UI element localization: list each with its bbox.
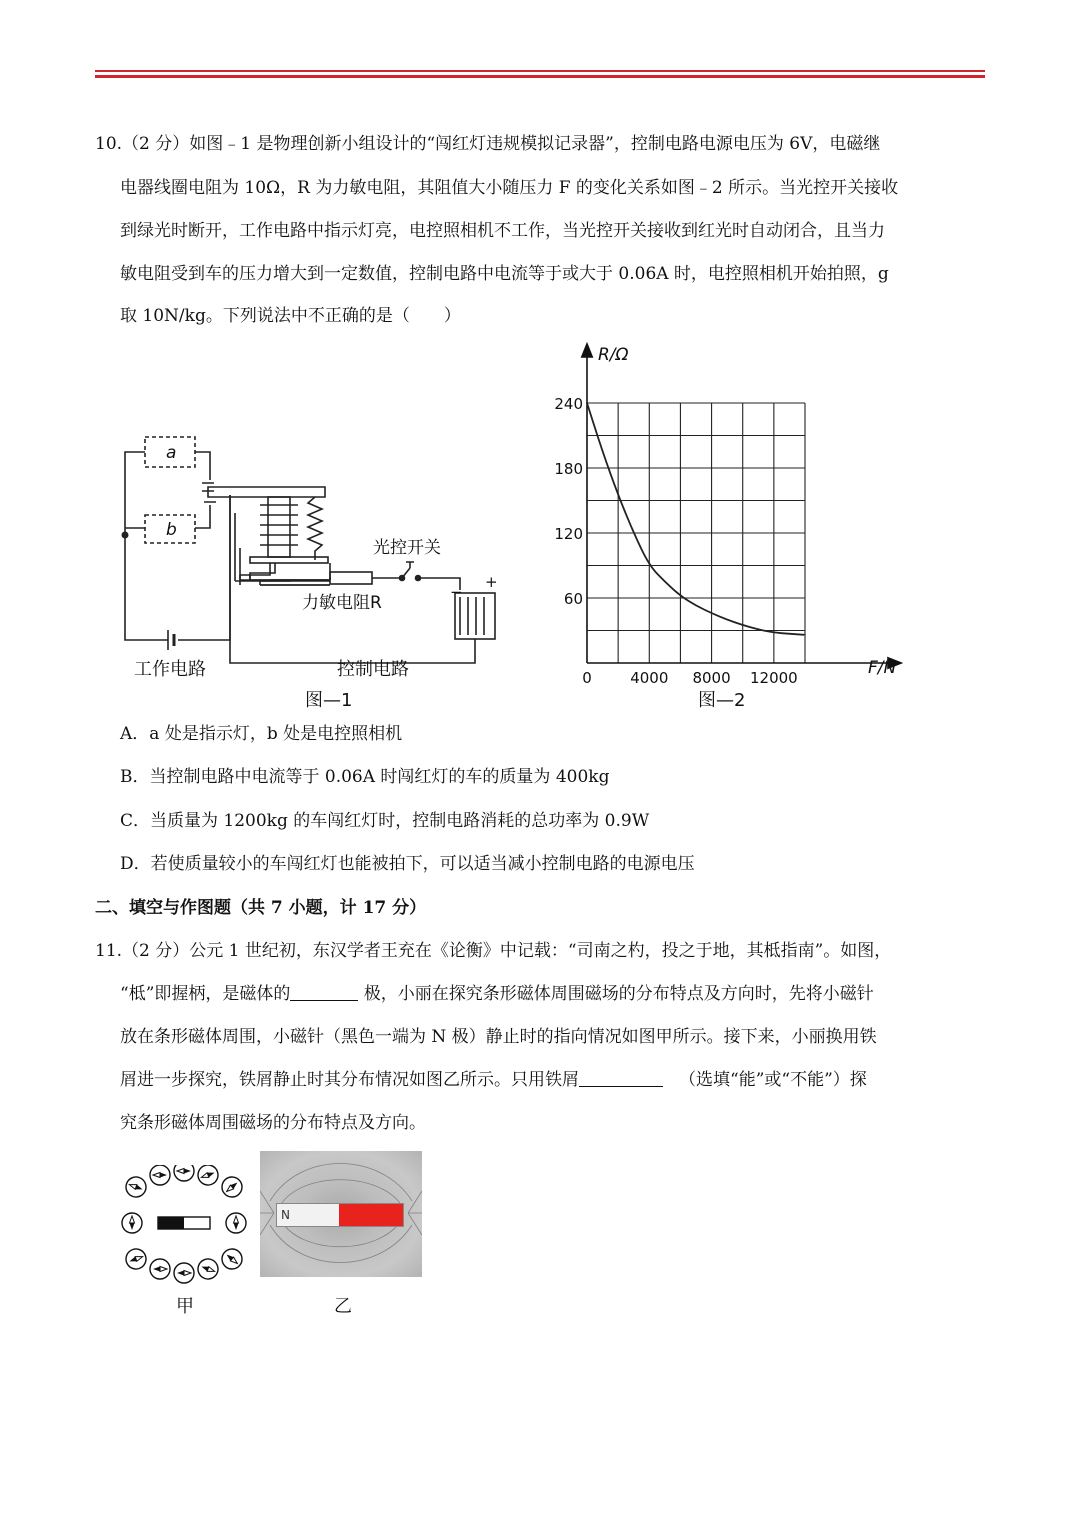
- y-tick-label: 120: [554, 525, 583, 543]
- y-tick-label: 60: [563, 590, 583, 608]
- q11-line-5: 究条形磁体周围磁场的分布特点及方向。: [120, 1113, 426, 1133]
- x-axis-label: F/N: [868, 658, 897, 678]
- compass-needle: [218, 1245, 246, 1273]
- fig2-caption: 图—2: [698, 690, 746, 711]
- q11-line-3: 放在条形磁体周围，小磁针（黑色一端为 N 极）静止时的指向情况如图甲所示。接下来，小丽换用铁: [120, 1027, 877, 1047]
- magnet-s-letter: S: [391, 1208, 399, 1222]
- series-line: [587, 403, 805, 635]
- compass-needle: [195, 1165, 221, 1188]
- compass-needle: [218, 1173, 246, 1201]
- q11-line-4: [120, 1069, 867, 1091]
- chart-tick-labels: [554, 395, 797, 685]
- q11-line-2: [120, 983, 874, 1005]
- x-tick-label: 0: [582, 669, 592, 685]
- compass-needle: [123, 1246, 149, 1272]
- q10-line-3: 到绿光时断开，工作电路中指示灯亮，电控照相机不工作，当光控开关接收到红光时自动闭合，且当力: [120, 221, 885, 241]
- option-a: A．a 处是指示灯，b 处是电控照相机: [120, 724, 403, 744]
- q10-line-2: 电器线圈电阻为 10Ω，R 为力敏电阻，其阻值大小随压力 F 的变化关系如图﹣2 所示。当光控开关接收: [120, 178, 899, 198]
- chart-grid: [587, 403, 805, 663]
- bar-magnet-small-n: [158, 1217, 184, 1229]
- y-tick-label: 240: [554, 395, 583, 413]
- option-b: B．当控制电路中电流等于 0.06A 时闯红灯的车的质量为 400kg: [120, 767, 610, 787]
- q11-line-4-end: （选填“能”或“不能”）探: [679, 1070, 867, 1090]
- q11-line-4-start: 屑进一步探究，铁屑静止时其分布情况如图乙所示。只用铁屑: [120, 1070, 579, 1090]
- force-resistor: [330, 572, 372, 584]
- x-tick-label: 4000: [630, 669, 669, 685]
- q11-line-2-end: 极，小丽在探究条形磁体周围磁场的分布特点及方向时，先将小磁针: [358, 984, 874, 1004]
- header-rule-top: [95, 70, 985, 72]
- q11-line-2-start: “柢”即握柄，是磁体的: [120, 984, 291, 1004]
- coil-core: [268, 497, 290, 557]
- compass-figure: [120, 1165, 248, 1285]
- compass-needle: [174, 1263, 194, 1283]
- q10-line-1: 10.（2 分）如图﹣1 是物理创新小组设计的“闯红灯违规模拟记录器”，控制电路电源电压为 6V，电磁继: [95, 134, 881, 154]
- work-circuit-label: 工作电路: [134, 659, 206, 680]
- armature: [208, 487, 325, 497]
- battery-minus: −: [450, 583, 463, 601]
- bar-magnet-photo: [276, 1203, 404, 1227]
- x-tick-label: 8000: [692, 669, 731, 685]
- chart-axes: [587, 345, 900, 663]
- work-circuit-wire: [125, 452, 210, 528]
- fig-jia-caption: 甲: [176, 1296, 194, 1317]
- magnet-s-end: [339, 1204, 403, 1226]
- control-circuit-label: 控制电路: [337, 659, 409, 680]
- header-rule-bottom: [95, 75, 985, 78]
- magnet-n-letter: N: [281, 1208, 290, 1222]
- x-tick-label: 12000: [749, 669, 798, 685]
- fig-yi-caption: 乙: [334, 1296, 352, 1317]
- circuit-diagram: [110, 425, 530, 685]
- resistance-force-chart: [540, 335, 920, 685]
- option-c: C．当质量为 1200kg 的车闯红灯时，控制电路消耗的总功率为 0.9W: [120, 811, 650, 831]
- fig1-caption: 图—1: [305, 690, 353, 711]
- label-a: a: [166, 443, 177, 463]
- compass-needle: [150, 1165, 170, 1185]
- compass-needle: [226, 1213, 246, 1233]
- q10-line-5: 取 10N/kg。下列说法中不正确的是（ ）: [120, 306, 461, 326]
- label-b: b: [166, 520, 177, 540]
- compass-needle: [195, 1256, 221, 1282]
- resistor-label: 力敏电阻R: [302, 593, 382, 613]
- compass-needle: [174, 1165, 194, 1181]
- magnet-n-end: [277, 1204, 339, 1226]
- compass-needle: [123, 1174, 149, 1200]
- option-d: D．若使质量较小的车闯红灯也能被拍下，可以适当减小控制电路的电源电压: [120, 854, 695, 874]
- q11-blank-2[interactable]: [579, 1070, 663, 1087]
- spring: [308, 497, 322, 560]
- y-axis-label: R/Ω: [598, 345, 629, 365]
- q10-line-4: 敏电阻受到车的压力增大到一定数值，控制电路中电流等于或大于 0.06A 时，电控照相机开始拍照，g: [120, 264, 889, 284]
- y-tick-label: 180: [554, 460, 583, 478]
- battery-plus: +: [485, 573, 498, 591]
- compass-needle: [150, 1259, 170, 1279]
- q11-line-1: 11.（2 分）公元 1 世纪初，东汉学者王充在《论衡》中记载：“司南之杓，投之于地，其柢指南”。如图，: [95, 941, 892, 961]
- compass-needle: [122, 1213, 142, 1233]
- q11-blank-1[interactable]: [290, 984, 358, 1001]
- switch-label: 光控开关: [373, 538, 441, 558]
- section-title: 二、填空与作图题（共 7 小题，计 17 分）: [95, 898, 427, 918]
- iron-filings-photo: [260, 1151, 422, 1277]
